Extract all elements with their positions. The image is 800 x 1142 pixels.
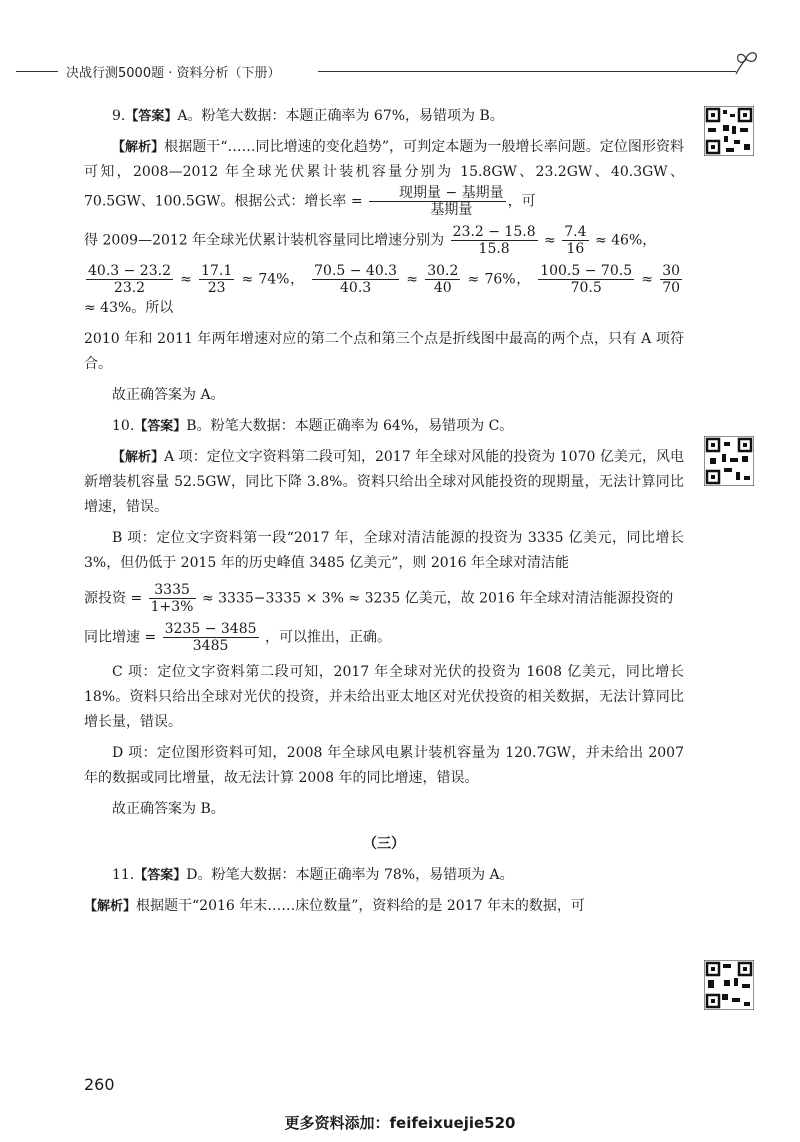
fraction: $\frac{40.3 - 23.2}{23.2}$ — [88, 263, 171, 296]
page-content — [84, 104, 684, 925]
q9-growth-line-1: 得 2009—2012 年全球光伏累计装机容量同比增速分别为 $\frac{23.2 - 15.8}{15.8}$ ≈ $\frac{7.4}{16}$ ≈ 46%， — [84, 224, 657, 257]
fraction: $\frac{3335}{1+3\%}$ — [150, 582, 194, 615]
q9-conclusion: 故正确答案为 A。 — [112, 387, 225, 403]
footer-note: 更多资料添加：feifeixuejie520 — [284, 1114, 516, 1132]
q10-answer: 10.【答案】B。粉笔大数据：本题正确率为 64%，易错项为 C。 — [112, 418, 514, 434]
q10-option-b: B 项：定位文字资料第一段“2017 年，全球对清洁能源的投资为 3335 亿美元，同比增长 3%，但仍低于 2015 年的历史峰值 3485 亿美元”，则 2016 年全球对清洁能 — [84, 530, 684, 571]
fraction: $\frac{30}{70}$ — [662, 263, 681, 296]
analysis-tag: 【解析】 — [84, 899, 137, 914]
q10-option-d: D 项：定位图形资料可知，2008 年全球风电累计装机容量为 120.7GW，并未给出 2007 年的数据或同比增量，故无法计算 2008 年的同比增速，错误。 — [84, 745, 684, 786]
fraction: $\frac{17.1}{23}$ — [201, 263, 233, 296]
header-rule-right — [318, 71, 736, 72]
analysis-tag: 【解析】 — [112, 140, 165, 155]
q9-growth-line-2: $\frac{40.3 - 23.2}{23.2}$ ≈ $\frac{17.1}{23}$ ≈ 74%， $\frac{70.5 - 40.3}{40.3}$ ≈ $\frac{30.2}{40}$ ≈ 76%， $\frac{100.5 - 70.5}{70.5}$ ≈ $\frac{30}{70}$ ≈ 43%。所以 — [84, 263, 681, 316]
answer-tag: 【答案】 — [134, 868, 187, 883]
fraction: $\frac{3235 - 3485}{3485}$ — [164, 621, 257, 654]
section-title: （三） — [363, 836, 405, 852]
q10-option-a: 【解析】A 项：定位文字资料第二段可知，2017 年全球对风能的投资为 1070 亿美元，风电新增装机容量 52.5GW，同比下降 3.8%。资料只给出全球对风能投资的现期量，无法计算同比增速，错误。 — [84, 449, 684, 515]
header-title: 决战行测5000题 · 资料分析（下册） — [66, 66, 281, 81]
fraction: $\frac{100.5 - 70.5}{70.5}$ — [540, 263, 633, 296]
page-number: 260 — [84, 1075, 115, 1094]
header-rule-left — [16, 71, 58, 72]
fraction: $\frac{30.2}{40}$ — [427, 263, 459, 296]
q11-answer: 11.【答案】D。粉笔大数据：本题正确率为 78%，易错项为 A。 — [112, 867, 514, 883]
analysis-tag: 【解析】 — [112, 450, 165, 465]
q9-answer: 9.【答案】A。粉笔大数据：本题正确率为 67%，易错项为 B。 — [112, 108, 504, 124]
growth-rate-formula: $\frac{\text{现期量 − 基期量}}{\text{基期量}}$ — [369, 185, 506, 218]
qr-code-icon[interactable] — [704, 106, 754, 156]
fraction: $\frac{70.5 - 40.3}{40.3}$ — [314, 263, 398, 296]
q10-option-b-eq2: 同比增速 = $\frac{3235 - 3485}{3485}$ ，可以推出，正确。 — [84, 621, 391, 654]
fraction: $\frac{23.2 - 15.8}{15.8}$ — [452, 224, 536, 257]
q9-analysis-2: 2010 年和 2011 年两年增速对应的第二个点和第三个点是折线图中最高的两个点，只有 A 项符合。 — [84, 331, 684, 372]
q9-analysis: 【解析】根据题干“……同比增速的变化趋势”，可判定本题为一般增长率问题。定位图形资料可知，2008—2012 年全球光伏累计装机容量分别为 15.8GW、23.2GW、40.3GW、70.5GW、100.5GW。根据公式：增长率 = $\frac{\text{现期量 − 基期量}}{\text{基期量}}$ ，可 — [84, 139, 684, 218]
qr-code-icon[interactable] — [704, 436, 754, 486]
q10-option-c: C 项：定位文字资料第二段可知，2017 年全球对光伏的投资为 1608 亿美元，同比增长 18%。资料只给出全球对光伏的投资，并未给出亚太地区对光伏投资的相关数据，无法计算同比增长量，错误。 — [84, 664, 684, 730]
qr-code-icon[interactable] — [704, 960, 754, 1010]
fraction: $\frac{7.4}{16}$ — [564, 224, 587, 257]
q11-analysis: 【解析】根据题干“2016 年末……床位数量”，资料给的是 2017 年末的数据，可 — [84, 898, 585, 914]
answer-tag: 【答案】 — [134, 419, 187, 434]
q10-option-b-eq1: 源投资 = $\frac{3335}{1+3\%}$ ≈ 3335−3335 × 3% ≈ 3235 亿美元，故 2016 年全球对清洁能源投资的 — [84, 582, 674, 615]
answer-tag: 【答案】 — [125, 109, 178, 124]
leaf-icon — [732, 48, 762, 78]
q10-conclusion: 故正确答案为 B。 — [112, 801, 225, 817]
